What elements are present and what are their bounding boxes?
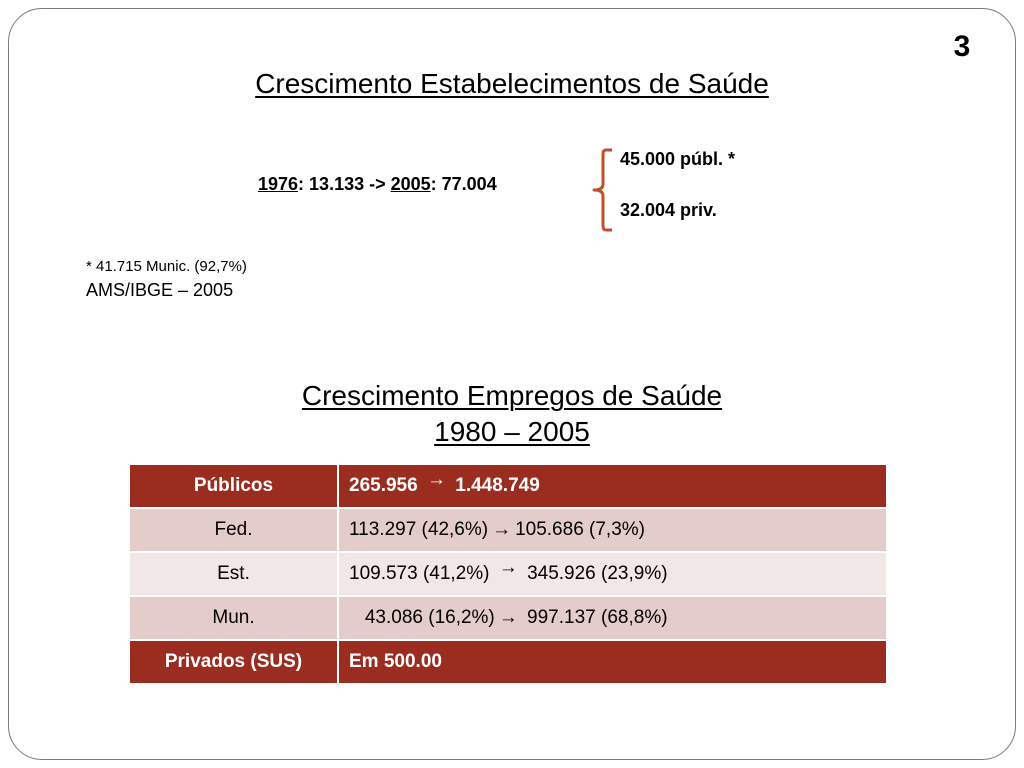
table-row: [129, 596, 887, 640]
row-value: Em 500.00: [338, 640, 887, 684]
row-value: [338, 508, 887, 552]
split-private: 32.004 priv.: [620, 200, 717, 220]
source-citation: AMS/IBGE – 2005: [86, 280, 234, 300]
page-number: 3: [953, 30, 971, 63]
year-start: 1976: [258, 174, 299, 194]
table-row: [129, 640, 887, 684]
right-arrow-icon: →: [492, 519, 512, 540]
establishments-growth: [258, 174, 497, 195]
right-arrow-icon: →: [498, 607, 518, 628]
row-label: Públicos: [129, 464, 338, 508]
value-end: : 77.004: [430, 174, 497, 194]
year-end: 2005: [390, 174, 431, 194]
section-title-establishments: [0, 68, 1024, 100]
section-title-employment-line1: Crescimento Empregos de Saúde: [301, 380, 723, 411]
value-from: 109.573 (41,2%): [349, 563, 490, 584]
table-row: [129, 508, 887, 552]
row-label: Fed.: [129, 508, 338, 552]
table-row: [129, 552, 887, 596]
split-public: 45.000 públ. *: [620, 149, 736, 169]
section-title-employment-line2: 1980 – 2005: [434, 416, 590, 447]
value-to: 1.448.749: [455, 475, 540, 496]
value-start: : 13.133 ->: [298, 174, 391, 194]
value-from: 113.297 (42,6%): [349, 519, 489, 540]
value-to: 997.137 (68,8%): [527, 607, 668, 628]
row-value: [338, 596, 887, 640]
section-title-employment: [0, 378, 1024, 450]
value-from: 43.086 (16,2%): [364, 607, 495, 628]
row-label: Est.: [129, 552, 338, 596]
row-label: Privados (SUS): [129, 640, 338, 684]
employment-table: [128, 463, 888, 685]
section-title-establishments-text: Crescimento Estabelecimentos de Saúde: [255, 68, 769, 99]
right-arrow-icon: →: [426, 469, 446, 490]
footnote: * 41.715 Munic. (92,7%): [86, 258, 247, 275]
row-value: [338, 464, 887, 508]
row-label: Mun.: [129, 596, 338, 640]
value-to: 105.686 (7,3%): [515, 519, 645, 540]
right-arrow-icon: →: [498, 557, 518, 578]
value-to: 345.926 (23,9%): [527, 563, 668, 584]
row-value: [338, 552, 887, 596]
value-from: 265.956: [349, 475, 418, 496]
curly-brace-icon: [588, 146, 618, 234]
table-row: [129, 464, 887, 508]
